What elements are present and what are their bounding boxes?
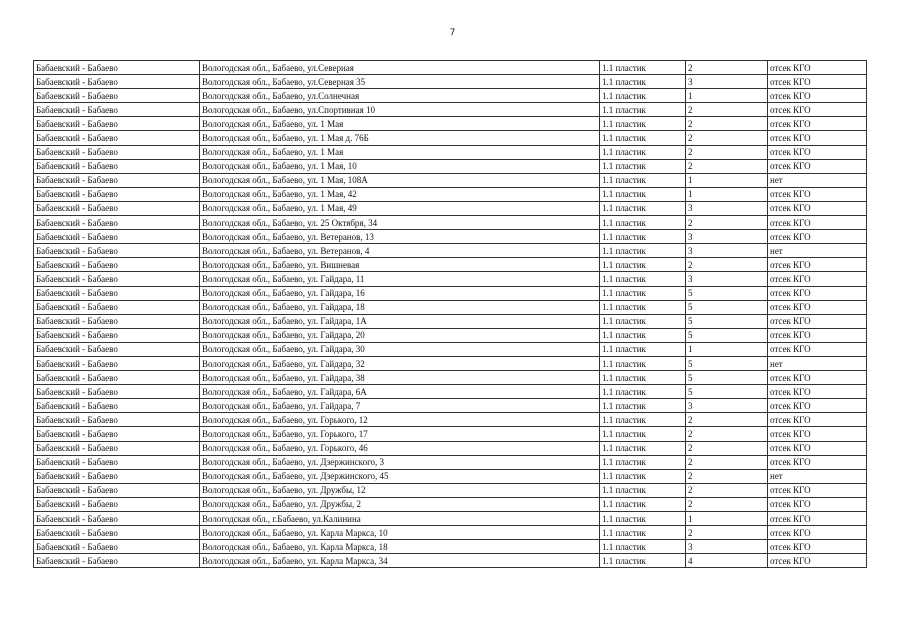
address-cell: Вологодская обл., Бабаево, ул. Гайдара, 32 bbox=[200, 356, 600, 370]
count-cell: 3 bbox=[686, 244, 768, 258]
address-cell: Вологодская обл., Бабаево, ул. Карла Маркса, 10 bbox=[200, 526, 600, 540]
district-cell: Бабаевский - Бабаево bbox=[34, 342, 200, 356]
table-body bbox=[34, 61, 867, 568]
table-row bbox=[34, 455, 867, 469]
address-cell: Вологодская обл., Бабаево, ул. 1 Мая, 49 bbox=[200, 201, 600, 215]
address-cell: Вологодская обл., Бабаево, ул. Гайдара, 6А bbox=[200, 385, 600, 399]
compartment-cell: отсек КГО bbox=[768, 75, 867, 89]
district-cell: Бабаевский - Бабаево bbox=[34, 427, 200, 441]
district-cell: Бабаевский - Бабаево bbox=[34, 512, 200, 526]
address-cell: Вологодская обл., Бабаево, ул. Гайдара, 11 bbox=[200, 272, 600, 286]
compartment-cell: отсек КГО bbox=[768, 103, 867, 117]
type-cell: 1.1 пластик bbox=[600, 117, 686, 131]
table-row bbox=[34, 103, 867, 117]
type-cell: 1.1 пластик bbox=[600, 526, 686, 540]
compartment-cell: нет bbox=[768, 469, 867, 483]
type-cell: 1.1 пластик bbox=[600, 272, 686, 286]
type-cell: 1.1 пластик bbox=[600, 314, 686, 328]
type-cell: 1.1 пластик bbox=[600, 258, 686, 272]
table-row bbox=[34, 173, 867, 187]
count-cell: 1 bbox=[686, 173, 768, 187]
table-row bbox=[34, 230, 867, 244]
count-cell: 5 bbox=[686, 371, 768, 385]
compartment-cell: отсек КГО bbox=[768, 540, 867, 554]
count-cell: 5 bbox=[686, 300, 768, 314]
table-row bbox=[34, 342, 867, 356]
address-cell: Вологодская обл., Бабаево, ул. Горького, 46 bbox=[200, 441, 600, 455]
table-row bbox=[34, 117, 867, 131]
count-cell: 3 bbox=[686, 399, 768, 413]
address-cell: Вологодская обл., Бабаево, ул. 25 Октября, 34 bbox=[200, 216, 600, 230]
district-cell: Бабаевский - Бабаево bbox=[34, 187, 200, 201]
district-cell: Бабаевский - Бабаево bbox=[34, 554, 200, 568]
table-row bbox=[34, 314, 867, 328]
count-cell: 2 bbox=[686, 103, 768, 117]
count-cell: 5 bbox=[686, 385, 768, 399]
district-cell: Бабаевский - Бабаево bbox=[34, 497, 200, 511]
count-cell: 2 bbox=[686, 441, 768, 455]
compartment-cell: отсек КГО bbox=[768, 385, 867, 399]
count-cell: 2 bbox=[686, 413, 768, 427]
address-cell: Вологодская обл., Бабаево, ул. Гайдара, 7 bbox=[200, 399, 600, 413]
type-cell: 1.1 пластик bbox=[600, 216, 686, 230]
district-cell: Бабаевский - Бабаево bbox=[34, 117, 200, 131]
table-row bbox=[34, 216, 867, 230]
count-cell: 1 bbox=[686, 512, 768, 526]
compartment-cell: отсек КГО bbox=[768, 89, 867, 103]
table-row bbox=[34, 356, 867, 370]
type-cell: 1.1 пластик bbox=[600, 455, 686, 469]
count-cell: 2 bbox=[686, 216, 768, 230]
compartment-cell: отсек КГО bbox=[768, 159, 867, 173]
address-cell: Вологодская обл., Бабаево, ул. Ветеранов, 4 bbox=[200, 244, 600, 258]
compartment-cell: отсек КГО bbox=[768, 286, 867, 300]
district-cell: Бабаевский - Бабаево bbox=[34, 385, 200, 399]
type-cell: 1.1 пластик bbox=[600, 427, 686, 441]
count-cell: 1 bbox=[686, 187, 768, 201]
type-cell: 1.1 пластик bbox=[600, 61, 686, 75]
compartment-cell: отсек КГО bbox=[768, 300, 867, 314]
district-cell: Бабаевский - Бабаево bbox=[34, 286, 200, 300]
address-cell: Вологодская обл., Бабаево, ул. Горького, 12 bbox=[200, 413, 600, 427]
table-row bbox=[34, 145, 867, 159]
district-cell: Бабаевский - Бабаево bbox=[34, 61, 200, 75]
type-cell: 1.1 пластик bbox=[600, 286, 686, 300]
district-cell: Бабаевский - Бабаево bbox=[34, 328, 200, 342]
address-cell: Вологодская обл., Бабаево, ул. Дзержинского, 45 bbox=[200, 469, 600, 483]
count-cell: 4 bbox=[686, 554, 768, 568]
address-cell: Вологодская обл., Бабаево, ул. Дружбы, 12 bbox=[200, 483, 600, 497]
address-cell: Вологодская обл., Бабаево, ул. Гайдара, 1А bbox=[200, 314, 600, 328]
table-row bbox=[34, 512, 867, 526]
count-cell: 3 bbox=[686, 75, 768, 89]
count-cell: 2 bbox=[686, 131, 768, 145]
address-cell: Вологодская обл., Бабаево, ул. Гайдара, 30 bbox=[200, 342, 600, 356]
table-row bbox=[34, 413, 867, 427]
address-cell: Вологодская обл., Бабаево, ул. Гайдара, 20 bbox=[200, 328, 600, 342]
count-cell: 2 bbox=[686, 145, 768, 159]
compartment-cell: отсек КГО bbox=[768, 61, 867, 75]
table-row bbox=[34, 497, 867, 511]
compartment-cell: отсек КГО bbox=[768, 554, 867, 568]
address-cell: Вологодская обл., Бабаево, ул. Горького, 17 bbox=[200, 427, 600, 441]
compartment-cell: отсек КГО bbox=[768, 526, 867, 540]
type-cell: 1.1 пластик bbox=[600, 75, 686, 89]
address-table bbox=[33, 60, 867, 568]
compartment-cell: отсек КГО bbox=[768, 399, 867, 413]
table-row bbox=[34, 441, 867, 455]
compartment-cell: нет bbox=[768, 173, 867, 187]
compartment-cell: отсек КГО bbox=[768, 187, 867, 201]
compartment-cell: отсек КГО bbox=[768, 413, 867, 427]
district-cell: Бабаевский - Бабаево bbox=[34, 483, 200, 497]
compartment-cell: отсек КГО bbox=[768, 117, 867, 131]
district-cell: Бабаевский - Бабаево bbox=[34, 216, 200, 230]
district-cell: Бабаевский - Бабаево bbox=[34, 89, 200, 103]
address-cell: Вологодская обл., Бабаево, ул. 1 Мая, 10 bbox=[200, 159, 600, 173]
count-cell: 2 bbox=[686, 159, 768, 173]
district-cell: Бабаевский - Бабаево bbox=[34, 272, 200, 286]
compartment-cell: отсек КГО bbox=[768, 342, 867, 356]
type-cell: 1.1 пластик bbox=[600, 300, 686, 314]
district-cell: Бабаевский - Бабаево bbox=[34, 173, 200, 187]
compartment-cell: отсек КГО bbox=[768, 314, 867, 328]
type-cell: 1.1 пластик bbox=[600, 173, 686, 187]
address-cell: Вологодская обл., Бабаево, ул. Карла Маркса, 34 bbox=[200, 554, 600, 568]
table-row bbox=[34, 159, 867, 173]
district-cell: Бабаевский - Бабаево bbox=[34, 314, 200, 328]
count-cell: 2 bbox=[686, 61, 768, 75]
address-cell: Вологодская обл., Бабаево, ул.Северная 35 bbox=[200, 75, 600, 89]
table-row bbox=[34, 483, 867, 497]
address-cell: Вологодская обл., г.Бабаево, ул.Калинина bbox=[200, 512, 600, 526]
table-row bbox=[34, 469, 867, 483]
district-cell: Бабаевский - Бабаево bbox=[34, 469, 200, 483]
type-cell: 1.1 пластик bbox=[600, 145, 686, 159]
table-row bbox=[34, 75, 867, 89]
table-row bbox=[34, 272, 867, 286]
address-cell: Вологодская обл., Бабаево, ул. Дружбы, 2 bbox=[200, 497, 600, 511]
type-cell: 1.1 пластик bbox=[600, 356, 686, 370]
count-cell: 3 bbox=[686, 540, 768, 554]
district-cell: Бабаевский - Бабаево bbox=[34, 455, 200, 469]
type-cell: 1.1 пластик bbox=[600, 244, 686, 258]
address-cell: Вологодская обл., Бабаево, ул. Гайдара, 16 bbox=[200, 286, 600, 300]
count-cell: 2 bbox=[686, 526, 768, 540]
count-cell: 5 bbox=[686, 328, 768, 342]
district-cell: Бабаевский - Бабаево bbox=[34, 230, 200, 244]
type-cell: 1.1 пластик bbox=[600, 385, 686, 399]
page-number: 7 bbox=[449, 28, 456, 38]
type-cell: 1.1 пластик bbox=[600, 371, 686, 385]
count-cell: 5 bbox=[686, 286, 768, 300]
count-cell: 2 bbox=[686, 469, 768, 483]
district-cell: Бабаевский - Бабаево bbox=[34, 526, 200, 540]
district-cell: Бабаевский - Бабаево bbox=[34, 103, 200, 117]
district-cell: Бабаевский - Бабаево bbox=[34, 201, 200, 215]
compartment-cell: отсек КГО bbox=[768, 216, 867, 230]
district-cell: Бабаевский - Бабаево bbox=[34, 371, 200, 385]
compartment-cell: отсек КГО bbox=[768, 328, 867, 342]
district-cell: Бабаевский - Бабаево bbox=[34, 145, 200, 159]
address-cell: Вологодская обл., Бабаево, ул. 1 Мая bbox=[200, 145, 600, 159]
type-cell: 1.1 пластик bbox=[600, 512, 686, 526]
address-cell: Вологодская обл., Бабаево, ул. Гайдара, 18 bbox=[200, 300, 600, 314]
compartment-cell: отсек КГО bbox=[768, 455, 867, 469]
address-cell: Вологодская обл., Бабаево, ул. Гайдара, 38 bbox=[200, 371, 600, 385]
table-row bbox=[34, 244, 867, 258]
compartment-cell: отсек КГО bbox=[768, 441, 867, 455]
address-cell: Вологодская обл., Бабаево, ул. 1 Мая, 108А bbox=[200, 173, 600, 187]
address-cell: Вологодская обл., Бабаево, ул. Дзержинского, 3 bbox=[200, 455, 600, 469]
district-cell: Бабаевский - Бабаево bbox=[34, 75, 200, 89]
table-row bbox=[34, 554, 867, 568]
compartment-cell: отсек КГО bbox=[768, 371, 867, 385]
type-cell: 1.1 пластик bbox=[600, 483, 686, 497]
district-cell: Бабаевский - Бабаево bbox=[34, 399, 200, 413]
compartment-cell: отсек КГО bbox=[768, 201, 867, 215]
compartment-cell: отсек КГО bbox=[768, 497, 867, 511]
count-cell: 3 bbox=[686, 230, 768, 244]
table-row bbox=[34, 526, 867, 540]
compartment-cell: нет bbox=[768, 244, 867, 258]
compartment-cell: отсек КГО bbox=[768, 512, 867, 526]
compartment-cell: отсек КГО bbox=[768, 131, 867, 145]
table-row bbox=[34, 300, 867, 314]
district-cell: Бабаевский - Бабаево bbox=[34, 131, 200, 145]
district-cell: Бабаевский - Бабаево bbox=[34, 413, 200, 427]
count-cell: 1 bbox=[686, 89, 768, 103]
compartment-cell: отсек КГО bbox=[768, 258, 867, 272]
type-cell: 1.1 пластик bbox=[600, 230, 686, 244]
district-cell: Бабаевский - Бабаево bbox=[34, 300, 200, 314]
count-cell: 2 bbox=[686, 117, 768, 131]
address-cell: Вологодская обл., Бабаево, ул. Карла Маркса, 18 bbox=[200, 540, 600, 554]
count-cell: 2 bbox=[686, 427, 768, 441]
compartment-cell: отсек КГО bbox=[768, 272, 867, 286]
count-cell: 5 bbox=[686, 314, 768, 328]
count-cell: 2 bbox=[686, 483, 768, 497]
compartment-cell: нет bbox=[768, 356, 867, 370]
type-cell: 1.1 пластик bbox=[600, 159, 686, 173]
table-row bbox=[34, 427, 867, 441]
type-cell: 1.1 пластик bbox=[600, 540, 686, 554]
count-cell: 3 bbox=[686, 272, 768, 286]
table-row bbox=[34, 540, 867, 554]
type-cell: 1.1 пластик bbox=[600, 469, 686, 483]
compartment-cell: отсек КГО bbox=[768, 427, 867, 441]
type-cell: 1.1 пластик bbox=[600, 497, 686, 511]
type-cell: 1.1 пластик bbox=[600, 342, 686, 356]
district-cell: Бабаевский - Бабаево bbox=[34, 258, 200, 272]
type-cell: 1.1 пластик bbox=[600, 413, 686, 427]
type-cell: 1.1 пластик bbox=[600, 328, 686, 342]
table-row bbox=[34, 286, 867, 300]
table-row bbox=[34, 201, 867, 215]
address-cell: Вологодская обл., Бабаево, ул. 1 Мая, 42 bbox=[200, 187, 600, 201]
district-cell: Бабаевский - Бабаево bbox=[34, 159, 200, 173]
compartment-cell: отсек КГО bbox=[768, 483, 867, 497]
count-cell: 3 bbox=[686, 201, 768, 215]
count-cell: 2 bbox=[686, 455, 768, 469]
type-cell: 1.1 пластик bbox=[600, 103, 686, 117]
compartment-cell: отсек КГО bbox=[768, 230, 867, 244]
type-cell: 1.1 пластик bbox=[600, 131, 686, 145]
table-row bbox=[34, 399, 867, 413]
address-cell: Вологодская обл., Бабаево, ул. 1 Мая д. 76Б bbox=[200, 131, 600, 145]
table-row bbox=[34, 89, 867, 103]
district-cell: Бабаевский - Бабаево bbox=[34, 244, 200, 258]
address-cell: Вологодская обл., Бабаево, ул.Спортивная 10 bbox=[200, 103, 600, 117]
table-row bbox=[34, 61, 867, 75]
type-cell: 1.1 пластик bbox=[600, 399, 686, 413]
count-cell: 2 bbox=[686, 258, 768, 272]
district-cell: Бабаевский - Бабаево bbox=[34, 356, 200, 370]
address-cell: Вологодская обл., Бабаево, ул. Ветеранов, 13 bbox=[200, 230, 600, 244]
count-cell: 5 bbox=[686, 356, 768, 370]
table-row bbox=[34, 187, 867, 201]
table-row bbox=[34, 328, 867, 342]
count-cell: 1 bbox=[686, 342, 768, 356]
district-cell: Бабаевский - Бабаево bbox=[34, 540, 200, 554]
table-row bbox=[34, 131, 867, 145]
type-cell: 1.1 пластик bbox=[600, 89, 686, 103]
address-cell: Вологодская обл., Бабаево, ул. 1 Мая bbox=[200, 117, 600, 131]
type-cell: 1.1 пластик bbox=[600, 554, 686, 568]
address-cell: Вологодская обл., Бабаево, ул.Северная bbox=[200, 61, 600, 75]
table-row bbox=[34, 385, 867, 399]
table-row bbox=[34, 258, 867, 272]
district-cell: Бабаевский - Бабаево bbox=[34, 441, 200, 455]
type-cell: 1.1 пластик bbox=[600, 187, 686, 201]
table-row bbox=[34, 371, 867, 385]
type-cell: 1.1 пластик bbox=[600, 201, 686, 215]
type-cell: 1.1 пластик bbox=[600, 441, 686, 455]
compartment-cell: отсек КГО bbox=[768, 145, 867, 159]
address-cell: Вологодская обл., Бабаево, ул. Вишневая bbox=[200, 258, 600, 272]
address-cell: Вологодская обл., Бабаево, ул.Солнечная bbox=[200, 89, 600, 103]
count-cell: 2 bbox=[686, 497, 768, 511]
